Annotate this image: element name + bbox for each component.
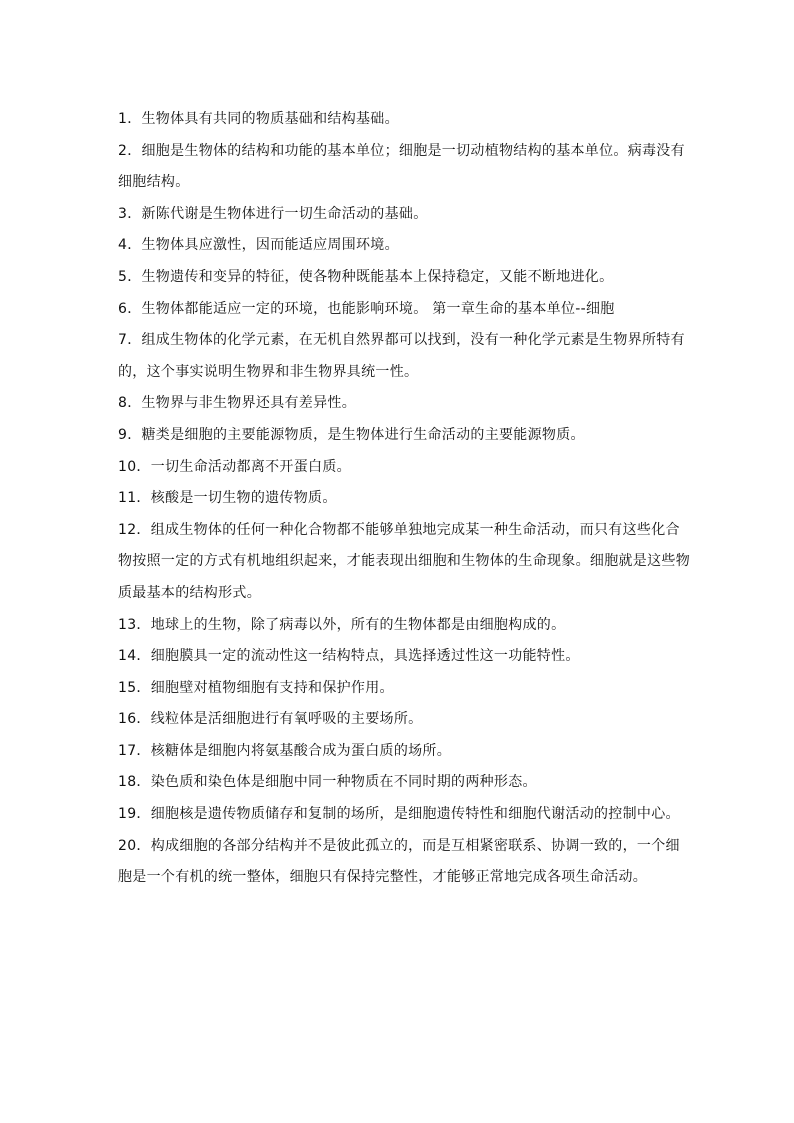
list-item: 4．生物体具应激性，因而能适应周围环境。 xyxy=(118,237,399,254)
list-item: 12．组成生物体的任何一种化合物都不能够单独地完成某一种生命活动，而只有这些化合物按照一定的方式有机地组织起来，才能表现出细胞和生物体的生命现象。细胞就是这些物质最基本的结构形式。 xyxy=(118,521,690,601)
list-item: 15．细胞壁对植物细胞有支持和保护作用。 xyxy=(118,679,394,696)
list-item: 6．生物体都能适应一定的环境，也能影响环境。 第一章生命的基本单位--细胞 xyxy=(118,300,615,317)
list-item: 1．生物体具有共同的物质基础和结构基础。 xyxy=(118,111,399,127)
list-item: 20．构成细胞的各部分结构并不是彼此孤立的，而是互相紧密联系、协调一致的，一个细胞是一个有机的统一整体，细胞只有保持完整性，才能够正常地完成各项生命活动。 xyxy=(118,837,680,886)
list-item: 2．细胞是生物体的结构和功能的基本单位；细胞是一切动植物结构的基本单位。病毒没有细胞结构。 xyxy=(118,142,685,191)
list-item: 18．染色质和染色体是细胞中同一种物质在不同时期的两种形态。 xyxy=(118,774,537,791)
document-body xyxy=(118,104,690,894)
list-item: 8．生物界与非生物界还具有差异性。 xyxy=(118,395,357,412)
list-item: 17．核糖体是细胞内将氨基酸合成为蛋白质的场所。 xyxy=(118,742,452,759)
list-item: 19．细胞核是遗传物质储存和复制的场所，是细胞遗传特性和细胞代谢活动的控制中心。 xyxy=(118,806,680,823)
list-item: 14．细胞膜具一定的流动性这一结构特点，具选择透过性这一功能特性。 xyxy=(118,648,580,665)
list-item: 5．生物遗传和变异的特征，使各物种既能基本上保持稳定，又能不断地进化。 xyxy=(118,268,614,285)
list-item: 11．核酸是一切生物的遗传物质。 xyxy=(118,490,337,507)
list-item: 7．组成生物体的化学元素，在无机自然界都可以找到，没有一种化学元素是生物界所特有的，这个事实说明生物界和非生物界具统一性。 xyxy=(118,332,685,380)
list-item: 9．糖类是细胞的主要能源物质，是生物体进行生命活动的主要能源物质。 xyxy=(118,426,585,443)
list-item: 10．一切生命活动都离不开蛋白质。 xyxy=(118,458,351,475)
list-item: 13．地球上的生物，除了病毒以外，所有的生物体都是由细胞构成的。 xyxy=(118,616,566,633)
list-item: 3．新陈代谢是生物体进行一切生命活动的基础。 xyxy=(118,205,428,222)
list-item: 16．线粒体是活细胞进行有氧呼吸的主要场所。 xyxy=(118,711,423,728)
